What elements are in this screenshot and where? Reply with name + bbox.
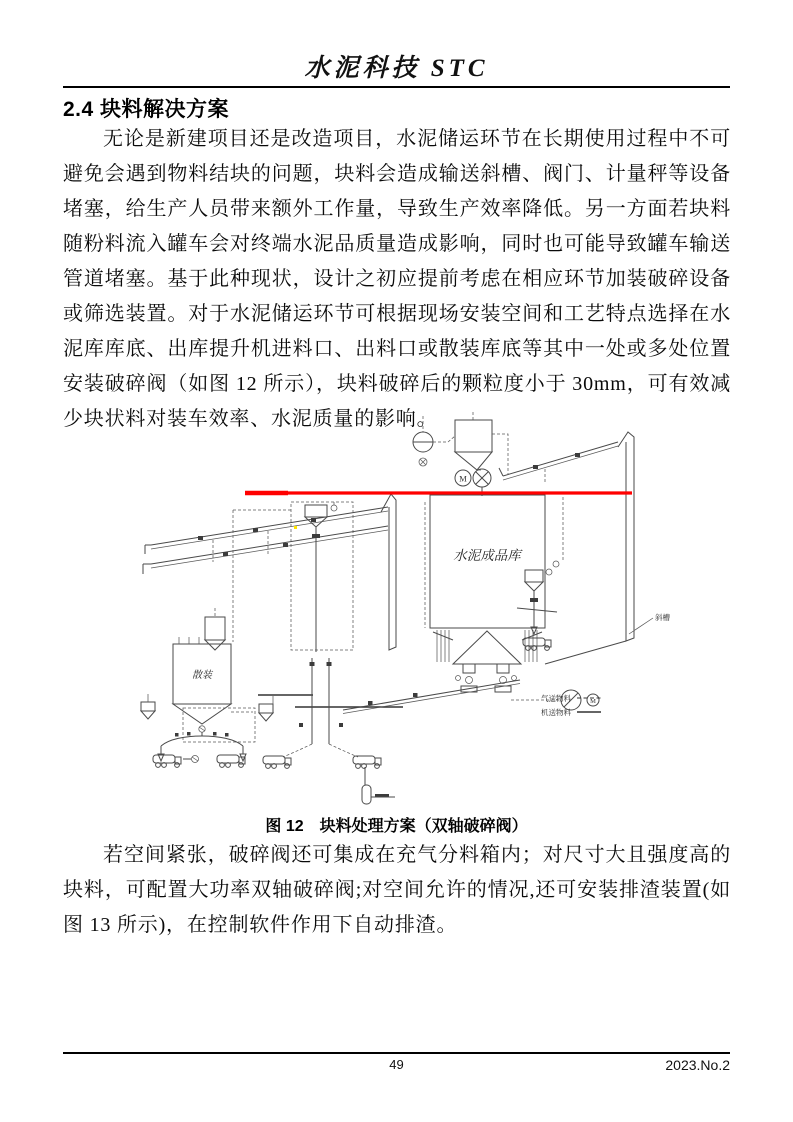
- process-flow-schematic: [113, 412, 693, 812]
- figure-caption: 图 12 块料处理方案（双轴破碎阀）: [265, 818, 528, 835]
- right-conveyor: [499, 442, 618, 484]
- legend-pneumatic-label: 气送物料: [541, 694, 571, 703]
- footer-issue: 2023.No.2: [665, 1057, 730, 1073]
- main-silo: [425, 495, 545, 692]
- section-heading: 2.4 块料解决方案: [63, 98, 230, 121]
- dashed-enclosure: [233, 502, 353, 652]
- body-paragraph-1: 无论是新建项目还是改造项目，水泥储运环节在长期使用过程中不可避免会遇到物料结块的问题，块料会造成输送斜槽、阀门、计量秤等设备堵塞，给生产人员带来额外工作量，导致生产效率降低。另一方面若块料随粉料流入罐车会对终端水泥品质量造成影响，同时也可能导致罐车输送管道堵塞。基于此种现状，设计之初应提前考虑在相应环节加装破碎设备或筛选装置。对于水泥储运环节可根据现场安装空间和工艺特点选择在水泥库库底、出库提升机进料口、出料口或散装库底等其中一处或多处位置安装破碎阀（如图 12 所示），块料破碎后的颗粒度小于 30mm，可有效减少块状料对装车效率、水泥质量的影响。: [63, 128, 731, 430]
- left-wall: [381, 494, 396, 650]
- footer-page-number: 49: [389, 1057, 404, 1072]
- footer-rule: [63, 1052, 730, 1054]
- main-silo-label: 水泥成品库: [453, 548, 521, 563]
- motor-symbol: M: [459, 473, 467, 484]
- legend: [541, 693, 601, 717]
- tank-truck: [217, 755, 245, 767]
- journal-title: 水泥科技 STC: [304, 55, 489, 82]
- right-loader-group: [517, 497, 563, 650]
- tank-truck: [263, 756, 291, 768]
- body-paragraph-2: 若空间紧张，破碎阀还可集成在充气分料箱内；对尺寸大且强度高的块料，可配置大功率双轴破碎阀;对空间允许的情况,还可安装排渣装置(如图 13 所示)，在控制软件作用下自动排渣。: [63, 844, 731, 936]
- tiny-label-smudge: [375, 794, 389, 797]
- tank-truck: [353, 756, 381, 768]
- yellow-marker: [294, 526, 297, 529]
- legend-mechanical-label: 机送物料: [541, 708, 571, 717]
- middle-loading-station: [258, 658, 403, 804]
- side-hopper: [141, 702, 155, 719]
- motor-symbol: M: [590, 698, 596, 705]
- header-rule: [63, 86, 730, 88]
- figure-12-diagram: [113, 412, 693, 812]
- side-hopper: [259, 704, 273, 721]
- bulk-silo-label: 散装: [192, 670, 212, 681]
- silo-top-equipment: [413, 412, 508, 496]
- bulk-silo-group: [141, 608, 273, 767]
- chute-label: 斜槽: [655, 613, 670, 622]
- right-elevator-wall: [545, 432, 670, 664]
- tank-truck: [153, 755, 181, 767]
- left-air-slides: [143, 507, 388, 574]
